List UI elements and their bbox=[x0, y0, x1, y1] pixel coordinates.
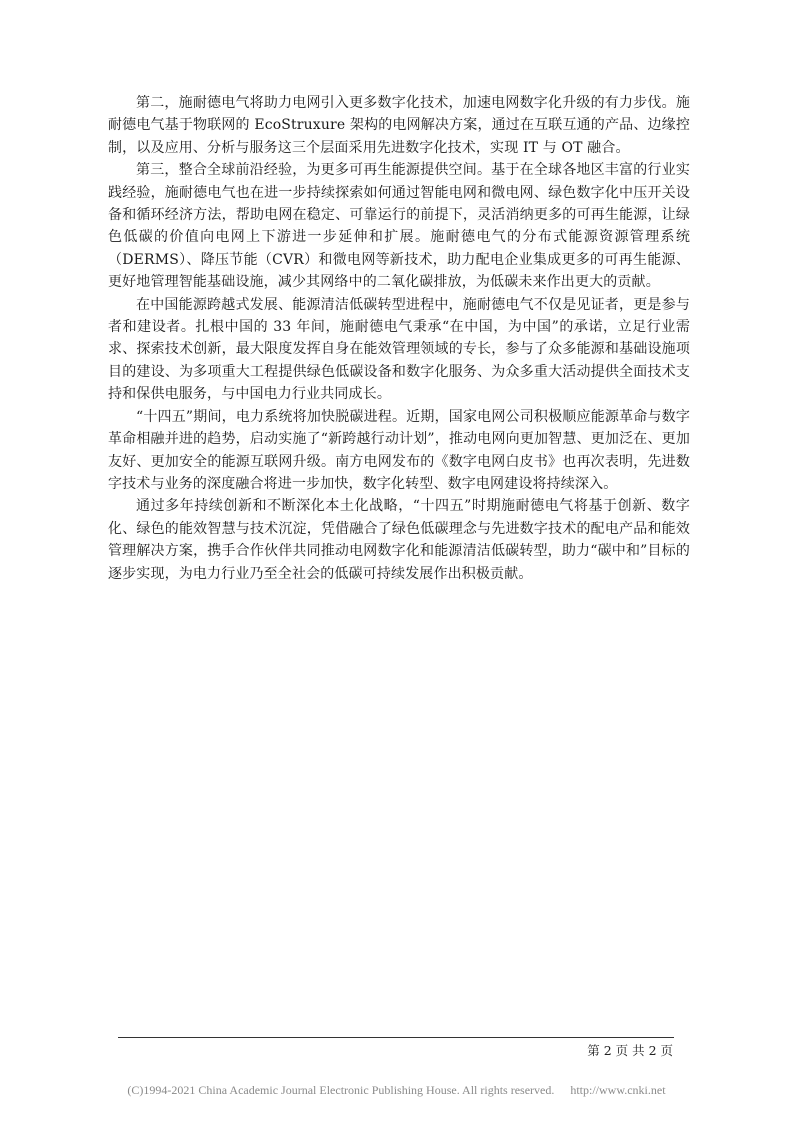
paragraph-1: 第二，施耐德电气将助力电网引入更多数字化技术，加速电网数字化升级的有力步伐。施耐德电气基于物联网的 EcoStruxure 架构的电网解决方案，通过在互联互通的产品、边缘控制，以及应用、分析与服务这三个层面采用先进数字化技术，实现 IT 与 OT 融合。 bbox=[108, 95, 690, 156]
footer-divider bbox=[118, 1037, 674, 1038]
website-link[interactable]: http://www.cnki.net bbox=[570, 1083, 666, 1097]
copyright-text: (C)1994-2021 China Academic Journal Electronic Publishing House. All rights reserved. bbox=[127, 1083, 555, 1097]
article-body bbox=[108, 92, 690, 585]
paragraph-3: 在中国能源跨越式发展、能源清洁低碳转型进程中，施耐德电气不仅是见证者，更是参与者和建设者。扎根中国的 33 年间，施耐德电气秉承“在中国，为中国”的承诺，立足行业需求、探索技术创新，最大限度发挥自身在能效管理领域的专长，参与了众多能源和基础设施项目的建设、为多项重大工程提供绿色低碳设备和数字化服务、为众多重大活动提供全面技术支持和保供电服务，与中国电力行业共同成长。 bbox=[108, 296, 690, 403]
page-number: 第 2 页 共 2 页 bbox=[587, 1043, 673, 1058]
paragraph-5: 通过多年持续创新和不断深化本土化战略，“十四五”时期施耐德电气将基于创新、数字化、绿色的能效智慧与技术沉淀，凭借融合了绿色低碳理念与先进数字技术的配电产品和能效管理解决方案，携手合作伙伴共同推动电网数字化和能源清洁低碳转型，助力“碳中和”目标的逐步实现，为电力行业乃至全社会的低碳可持续发展作出积极贡献。 bbox=[108, 498, 690, 582]
paragraph-2: 第三，整合全球前沿经验，为更多可再生能源提供空间。基于在全球各地区丰富的行业实践经验，施耐德电气也在进一步持续探索如何通过智能电网和微电网、绿色数字化中压开关设备和循环经济方法，帮助电网在稳定、可靠运行的前提下，灵活消纳更多的可再生能源，让绿色低碳的价值向电网上下游进一步延伸和扩展。施耐德电气的分布式能源资源管理系统（DERMS）、降压节能（CVR）和微电网等新技术，助力配电企业集成更多的可再生能源、更好地管理智能基础设施，减少其网络中的二氧化碳排放，为低碳未来作出更大的贡献。 bbox=[108, 162, 690, 291]
copyright-line bbox=[0, 1083, 793, 1098]
paragraph-4: “十四五”期间，电力系统将加快脱碳进程。近期，国家电网公司积极顺应能源革命与数字革命相融并进的趋势，启动实施了“新跨越行动计划”，推动电网向更加智慧、更加泛在、更加友好、更加安全的能源互联网升级。南方电网发布的《数字电网白皮书》也再次表明，先进数字技术与业务的深度融合将进一步加快，数字化转型、数字电网建设将持续深入。 bbox=[108, 408, 690, 492]
